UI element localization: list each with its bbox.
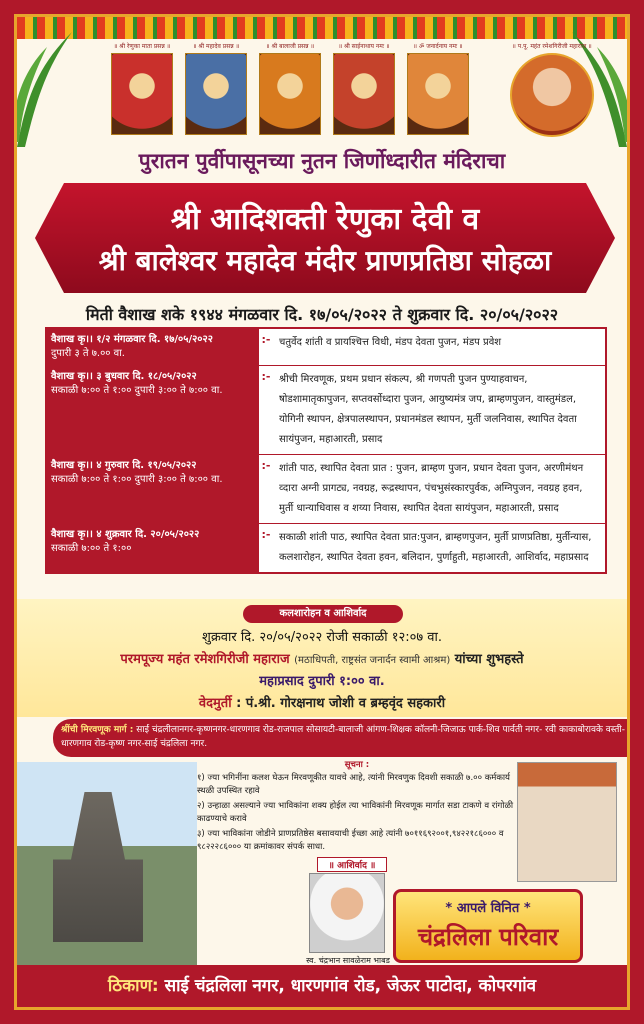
regards-line2: चंद्रलिला परिवार	[417, 923, 559, 951]
schedule-when	[47, 455, 259, 523]
note-item: २) उन्हाळा असल्याने ज्या भाविकांना शक्य होईल त्या भाविकांनी मिरवणूक मार्गात सडा टाकणे व रांगोळी काढण्याचे करावे	[197, 801, 514, 824]
banana-leaf-left-icon	[14, 27, 77, 147]
flower-garland	[17, 17, 627, 39]
schedule-activities: शांती पाठ, स्थापित देवता प्रात : पुजन, ब्राम्हण पुजन, प्रधान देवता पुजन, अरणीमंथन व्दारा अग्नी प्रागट्य, नवग्रह, रूद्रस्थापन, पंचभुसंस्कारपुर्वक, अग्निपुजन, नवग्रह हवन, मुर्ती धान्याधिवास व शय्या निवास, स्थापित देवता सायंपुजन, महाआरती, प्रसाद	[279, 463, 584, 514]
route-text: साई चंद्रलीलानगर-कृष्णनगर-धारणगाव रोड-राजपाल सोसायटी-बालाजी आंगण-शिक्षक कॉलनी-जिजाऊ पार्क-शिव पार्वती नगर- रवी काकाबोरावके वस्ती-धारणगाव रोड-कृष्ण नगर-साई चंद्रलिला नगर.	[61, 725, 625, 749]
blessing-name: स्व. चंद्रभान सावळेराम भाबड	[306, 956, 390, 965]
deity-card	[109, 41, 175, 135]
title-banner	[35, 183, 615, 293]
venue-text: साई चंद्रलिला नगर, धारणगांव रोड, जेऊर पाटोदा, कोपरगांव	[164, 976, 537, 996]
schedule-when	[47, 366, 259, 454]
schedule-separator: :-	[261, 333, 271, 346]
guru-name: परमपूज्य महंत रमेशगिरीजी महाराज	[120, 652, 290, 667]
regards-box	[393, 889, 583, 963]
schedule-separator: :-	[261, 370, 271, 383]
poster	[14, 14, 630, 1010]
schedule-when	[47, 329, 259, 365]
schedule-row	[47, 455, 605, 524]
guru-subtitle: (मठाधिपती, राष्ट्रसंत जनार्दन स्वामी आश्रम)	[294, 655, 451, 666]
schedule-day: वैशाख कृ।। ४ गुरुवार दि. १९/०५/२०२२	[51, 460, 197, 471]
deity-image	[259, 53, 321, 135]
schedule-activities: चतुर्वेद शांती व प्रायश्चित्त विधी, मंडप देवता पुजन, मंडप प्रवेश	[279, 337, 502, 348]
vedmurti-label: वेदमुर्ती	[198, 696, 232, 711]
temple-shikhara	[53, 792, 143, 942]
route-label: श्रींची मिरवणूक मार्ग :	[61, 725, 134, 735]
mahaprasad-time: महाप्रसाद दुपारी १:०० वा.	[259, 674, 385, 689]
schedule-separator: :-	[261, 459, 271, 472]
deity-image	[407, 53, 469, 135]
procession-route	[53, 719, 630, 757]
deity-caption: ॥ श्री महादेव प्रसन्न ॥	[192, 43, 240, 50]
ceremony-time: शुक्रवार दि. २०/०५/२०२२ रोजी सकाळी १२:०७ वा.	[201, 630, 442, 645]
blessing-photo	[309, 873, 385, 953]
deity-card	[257, 41, 323, 135]
schedule-time: सकाळी ७:०० ते १:०० दुपारी ३:०० ते ७:०० वा.	[51, 474, 223, 485]
schedule-time: सकाळी ७:०० ते १:००	[51, 543, 132, 554]
guru-caption: ॥ प.पू. महंत रमेशगिरीजी महाराज ॥	[512, 43, 592, 50]
schedule-time: सकाळी ७:०० ते १:०० दुपारी ३:०० ते ७:०० वा.	[51, 385, 223, 396]
deity-card	[405, 41, 471, 135]
deity-image	[111, 53, 173, 135]
deity-caption: ॥ श्री साईनाथाय नमः ॥	[338, 43, 390, 50]
guru-portrait	[497, 41, 607, 137]
notes-box	[197, 759, 517, 856]
schedule-when	[47, 524, 259, 572]
house-photo	[517, 762, 617, 882]
vedmurti-line	[17, 693, 627, 711]
schedule-activities: सकाळी शांती पाठ, स्थापित देवता प्रात:पुजन, ब्राम्हणपुजन, मुर्ती प्राणप्रतिष्ठा, मुर्तीन्यास, कलशारोहन, स्थापित देवता हवन, बलिदान, पुर्णाहुती, महाआरती, आशिर्वाद, महाप्रसाद	[279, 532, 592, 563]
guru-line	[17, 649, 627, 667]
schedule-row	[47, 524, 605, 572]
banner-title-line1: श्री आदिशक्ती रेणुका देवी व	[170, 202, 480, 237]
note-item: ३) ज्या भाविकांना जोडीने प्राणप्रतिष्ठेस बसावयाची ईच्छा आहे त्यांनी ७०११६९२००१,९४२२१८६००० व ९८२२२८६००० या क्रमांकावर संपर्क साधा.	[197, 829, 504, 852]
schedule-separator: :-	[261, 528, 271, 541]
note-item: १) ज्या भगिनींना कलश घेऊन मिरवणूकीत यावचे आहे, त्यांनी मिरवणुक दिवशी सकाळी ७.०० कर्मकार्य स्थळी उपस्थित रहावे	[197, 773, 510, 796]
schedule-row	[47, 366, 605, 455]
deity-image	[185, 53, 247, 135]
schedule-day: वैशाख कृ।। ३ बुधवार दि. १८/०५/२०२२	[51, 371, 197, 382]
deity-caption: ॥ श्री रेणुका माता प्रसन्न ॥	[113, 43, 171, 50]
temple-photo	[17, 762, 197, 972]
guru-tail: यांच्या शुभहस्ते	[454, 652, 524, 667]
event-dateline: मिती वैशाख शके १९४४ मंगळवार दि. १७/०५/२०२२ ते शुक्रवार दि. २०/०५/२०२२	[85, 305, 559, 324]
schedule-time: दुपारी ३ ते ७.०० वा.	[51, 348, 125, 359]
notes-title: सूचना :	[344, 760, 370, 770]
schedule-activities: श्रीची मिरवणूक, प्रथम प्रधान संकल्प, श्री गणपती पुजन पुण्याहवाचन, षोडशामातृकापुजन, सप्तवर्सोध्दारा पुजन, आयुष्यमंत्र जप, ब्राम्हणपुजन, वास्तुमंडल, योगिनी स्थापन, क्षेत्रपालस्थापन, प्रधानमंडल स्थापन, मुर्ती जलनिवास, स्थापित देवता सायंपुजन, महाआरती, प्रसाद	[279, 374, 577, 445]
tagline: पुरातन पुर्वीपासूनच्या नुतन जिर्णोध्दारीत मंदिराचा	[138, 149, 506, 173]
deity-image	[333, 53, 395, 135]
deity-caption: ॥ ॐ जनार्दनाय नमः ॥	[413, 43, 463, 50]
deity-card	[331, 41, 397, 135]
schedule-day: वैशाख कृ।। १/२ मंगळवार दि. १७/०५/२०२२	[51, 334, 213, 345]
regards-line1: * आपले विनित *	[445, 901, 531, 916]
schedule-row	[47, 329, 605, 366]
schedule-table	[45, 327, 607, 574]
blessing-label: ॥ आशिर्वाद ॥	[317, 857, 387, 872]
schedule-day: वैशाख कृ।। ४ शुक्रवार दि. २०/०५/२०२२	[51, 529, 200, 540]
banner-title-line2: श्री बालेश्वर महादेव मंदीर प्राणप्रतिष्ठा सोहळा	[98, 244, 552, 277]
deity-gallery	[109, 41, 539, 135]
deity-caption: ॥ श्री बालाजी प्रसन्न ॥	[265, 43, 315, 50]
guru-photo	[510, 53, 594, 137]
deity-card	[183, 41, 249, 135]
ceremony-pill: कलशारोहन व आशिर्वाद	[243, 605, 403, 623]
venue-label: ठिकाण:	[107, 976, 159, 996]
venue-footer	[17, 965, 627, 1007]
vedmurti-text: : पं.श्री. गोरक्षनाथ जोशी व ब्रम्हवृंद सहकारी	[236, 696, 446, 711]
